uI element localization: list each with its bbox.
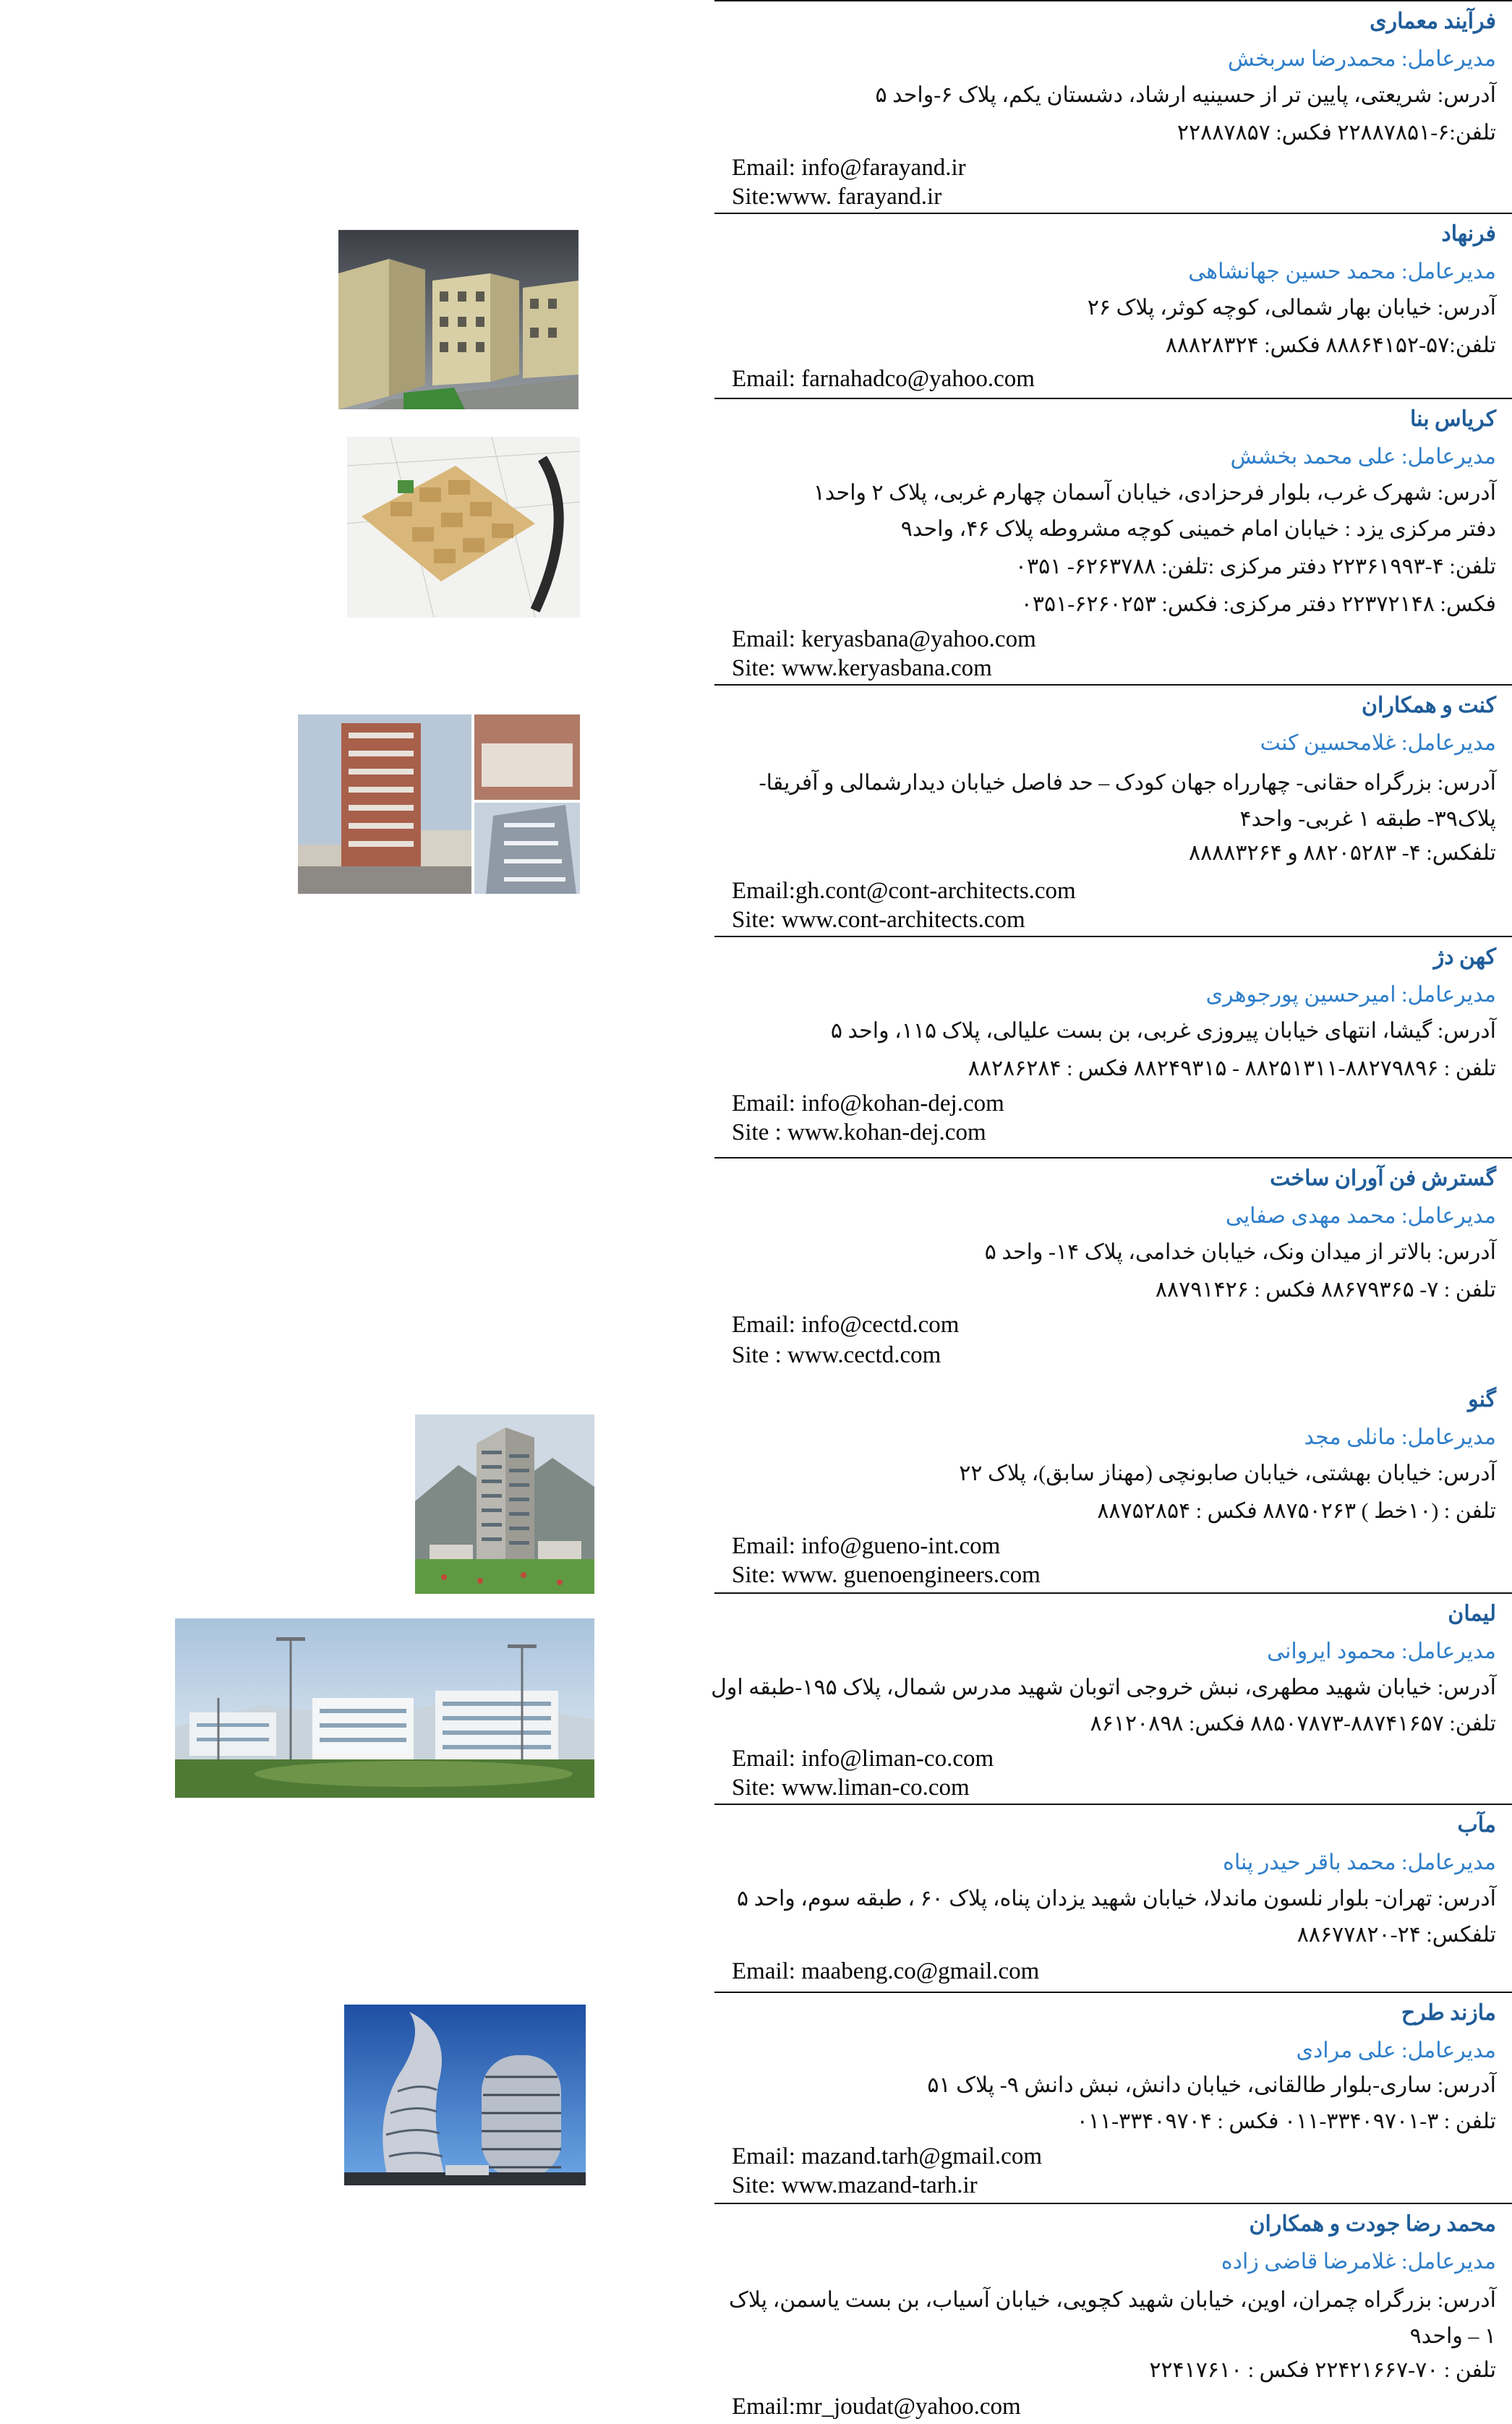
company-name: لیمان — [1448, 1602, 1496, 1626]
company-phone: تلفن : ۳-۳۳۴۰۹۷۰۱-۰۱۱ فکس : ۳۳۴۰۹۷۰۴-۰۱۱ — [1076, 2109, 1496, 2133]
company-address: آدرس: گیشا، انتهای خیابان پیروزی غربی، بن بست علیالی، پلاک ۱۱۵، واحد ۵ — [830, 1019, 1496, 1043]
company-phone: تلفن: ۸۸۷۴۱۶۵۷-۸۸۵۰۷۸۷۳ فکس: ۸۶۱۲۰۸۹۸ — [1090, 1712, 1496, 1736]
company-address: آدرس: خیابان بهار شمالی، کوچه کوثر، پلاک ۲۶ — [1087, 296, 1496, 320]
company-name: کریاس بنا — [1410, 407, 1496, 431]
company-phone: تلفکس: ۲۴-۸۸۶۷۷۸۲۰ — [1297, 1923, 1496, 1947]
company-entry-farnahad — [714, 213, 1512, 398]
company-email[interactable]: Email: maabeng.co@gmail.com — [732, 1958, 1040, 1984]
company-phone: تلفکس: ۴- ۸۸۲۰۵۲۸۳ و ۸۸۸۸۳۲۶۴ — [1188, 841, 1496, 865]
company-address: آدرس: بالاتر از میدان ونک، خیابان خدامی، پلاک ۱۴- واحد ۵ — [984, 1240, 1496, 1264]
company-manager: مدیرعامل: غلامحسین کنت — [1260, 731, 1496, 755]
company-fax: فکس: ۲۲۳۷۲۱۴۸ دفتر مرکزی: فکس: ۶۲۶۰۲۵۳-۰۳۵۱ — [1020, 592, 1496, 616]
company-address: آدرس: شریعتی، پایین تر از حسینیه ارشاد، دشستان یکم، پلاک ۶-واحد ۵ — [875, 83, 1496, 107]
company-phone: تلفن : ۷- ۸۸۶۷۹۳۶۵ فکس : ۸۸۷۹۱۴۲۶ — [1155, 1278, 1496, 1302]
company-address: آدرس: شهرک غرب، بلوار فرحزادی، خیابان آسمان چهارم غربی، پلاک ۲ واحد۱ — [813, 481, 1496, 505]
company-entry-mazand-tarh — [714, 1992, 1512, 2203]
company-phone: تلفن:۵۷-۸۸۸۶۴۱۵۲ فکس: ۸۸۸۲۸۳۲۴ — [1165, 333, 1496, 357]
company-site[interactable]: Site: www.keryasbana.com — [732, 655, 992, 681]
company-email[interactable]: Email: keryasbana@yahoo.com — [732, 626, 1036, 652]
company-manager: مدیرعامل: محمود ایروانی — [1267, 1639, 1496, 1663]
company-name: گسترش فن آوران ساخت — [1270, 1166, 1496, 1190]
liman-office-photo — [175, 1618, 594, 1798]
company-address-secondary: دفتر مرکزی یزد : خیابان امام خمینی کوچه مشروطه پلاک ۴۶، واحد۹ — [900, 517, 1496, 541]
company-entry-keryas-bana — [714, 398, 1512, 684]
gueno-tower-photo — [415, 1414, 594, 1594]
company-email[interactable]: Email: info@gueno-int.com — [732, 1533, 1001, 1559]
company-manager: مدیرعامل: محمد باقر حیدر پناه — [1223, 1851, 1496, 1874]
company-entry-cectd — [714, 1157, 1512, 1378]
company-email[interactable]: Email: info@liman-co.com — [732, 1746, 994, 1772]
company-entry-liman — [711, 1592, 1512, 1804]
company-email[interactable]: Email: mazand.tarh@gmail.com — [732, 2143, 1042, 2169]
company-manager: مدیرعامل: امیرحسین پورجوهری — [1205, 983, 1496, 1007]
company-address: آدرس: ساری-بلوار طالقانی، خیابان دانش، نبش دانش ۹- پلاک ۵۱ — [927, 2073, 1496, 2097]
company-phone: تلفن : ۷۰-۲۲۴۲۱۶۶۷ فکس : ۲۲۴۱۷۶۱۰ — [1149, 2358, 1496, 2382]
farnahad-building-photo — [338, 230, 578, 409]
company-phone: تلفن : (۱۰خط ) ۸۸۷۵۰۲۶۳ فکس : ۸۸۷۵۲۸۵۴ — [1097, 1499, 1496, 1523]
company-address: آدرس: خیابان بهشتی، خیابان صابونچی (مهناز سابق)، پلاک ۲۲ — [959, 1461, 1496, 1485]
company-name: فرنهاد — [1441, 222, 1496, 246]
company-entry-gueno — [714, 1378, 1512, 1592]
company-name: کنت و همکاران — [1361, 694, 1496, 717]
company-site[interactable]: Site: www.cont-architects.com — [732, 907, 1025, 933]
company-address: آدرس: تهران- بلوار نلسون ماندلا، خیابان شهید یزدان پناه، پلاک ۶۰ ، طبقه سوم، واحد ۵ — [737, 1887, 1496, 1911]
company-email[interactable]: Email: farnahadco@yahoo.com — [732, 366, 1035, 392]
company-entry-joudat — [714, 2203, 1512, 2424]
company-site[interactable]: Site:www. farayand.ir — [732, 184, 942, 210]
company-name: محمد رضا جودت و همکاران — [1249, 2212, 1496, 2236]
company-manager: مدیرعامل: علی محمد بخشش — [1230, 445, 1496, 469]
cont-buildings-photo — [298, 714, 580, 894]
company-phone: تلفن : ۸۸۲۷۹۸۹۶-۸۸۲۵۱۳۱۱ - ۸۸۲۴۹۳۱۵ فکس : ۸۸۲۸۶۲۸۴ — [968, 1057, 1496, 1080]
company-manager: مدیرعامل: محمد مهدی صفایی — [1225, 1204, 1496, 1228]
company-email[interactable]: Email:mr_joudat@yahoo.com — [732, 2394, 1021, 2420]
keryas-bana-complex-photo — [347, 437, 580, 618]
company-email[interactable]: Email: info@kohan-dej.com — [732, 1091, 1004, 1117]
company-name: گنو — [1468, 1388, 1496, 1412]
company-manager: مدیرعامل: محمد حسین جهانشاهی — [1188, 260, 1496, 283]
company-site[interactable]: Site: www.mazand-tarh.ir — [732, 2172, 978, 2198]
company-site[interactable]: Site: www.liman-co.com — [732, 1775, 970, 1801]
company-address: آدرس: خیابان شهید مطهری، نبش خروجی اتوبان شهید مدرس شمال، پلاک ۱۹۵-طبقه اول — [711, 1676, 1496, 1699]
company-manager: مدیرعامل: علی مرادی — [1296, 2039, 1496, 2062]
company-email[interactable]: Email: info@farayand.ir — [732, 155, 966, 181]
company-phone: تلفن:۶-۲۲۸۸۷۸۵۱ فکس: ۲۲۸۸۷۸۵۷ — [1176, 121, 1496, 145]
company-name: مازند طرح — [1401, 2001, 1496, 2025]
company-phone: تلفن: ۴-۲۲۳۶۱۹۹۳ دفتر مرکزی :تلفن: ۶۲۶۳۷۸۸- ۰۳۵۱ — [1015, 555, 1496, 579]
company-address: آدرس: بزرگراه چمران، اوین، خیابان شهید کچویی، خیابان آسیاب، بن بست یاسمن، پلاک ۱ – واحد۹ — [728, 2288, 1496, 2348]
company-entry-kohan-dej — [714, 936, 1512, 1157]
company-site[interactable]: Site : www.cectd.com — [732, 1342, 941, 1368]
company-site[interactable]: Site : www.kohan-dej.com — [732, 1119, 986, 1145]
mazand-tarh-towers-photo — [344, 2005, 586, 2185]
company-entry-farayand — [714, 0, 1512, 217]
company-manager: مدیرعامل: غلامرضا قاضی زاده — [1221, 2250, 1496, 2274]
company-manager: مدیرعامل: محمدرضا سربخش — [1227, 47, 1496, 71]
company-email[interactable]: Email:gh.cont@cont-architects.com — [732, 878, 1076, 904]
company-email[interactable]: Email: info@cectd.com — [732, 1312, 960, 1338]
company-address: آدرس: بزرگراه حقانی- چهارراه جهان کودک – حد فاصل خیابان دیدارشمالی و آفریقا-پلاک۳۹- طبقه ۱ غربی- واحد۴ — [759, 771, 1496, 831]
company-name: مآب — [1457, 1813, 1496, 1837]
company-entry-cont — [714, 684, 1512, 936]
company-manager: مدیرعامل: مانلی مجد — [1304, 1425, 1496, 1449]
company-name: فرآیند معماری — [1370, 9, 1496, 33]
company-site[interactable]: Site: www. guenoengineers.com — [732, 1562, 1041, 1588]
company-name: کهن دژ — [1433, 945, 1496, 969]
company-entry-maab — [714, 1804, 1512, 1992]
